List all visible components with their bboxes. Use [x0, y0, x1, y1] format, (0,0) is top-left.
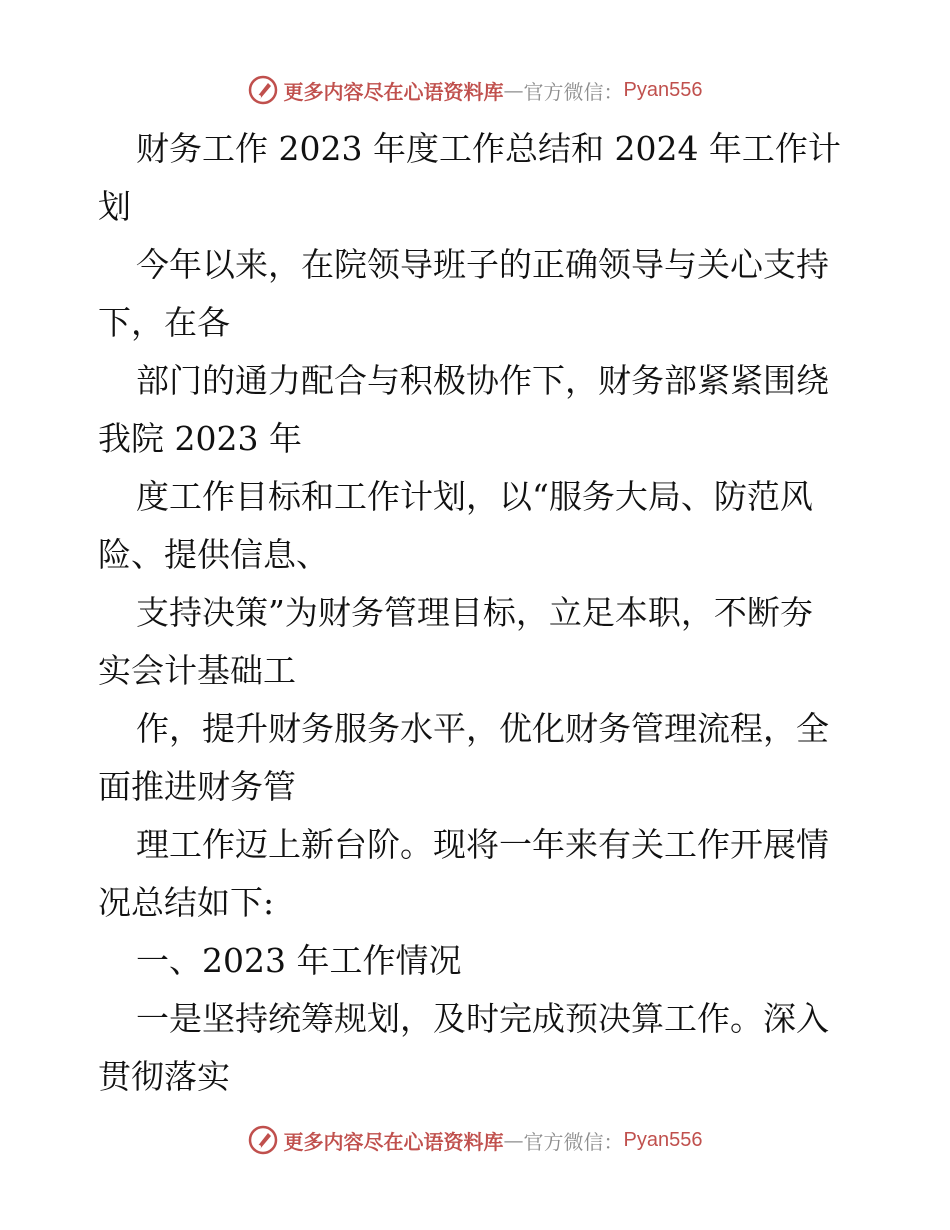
watermark-dash: — [503, 1128, 524, 1152]
pen-logo-icon [248, 1125, 278, 1155]
watermark-wechat-id: Pyan556 [623, 78, 703, 101]
paragraph-line: 实会计基础工 [98, 651, 296, 690]
title-line-2: 划 [98, 187, 131, 226]
section-heading: 一、2023 年工作情况 [136, 941, 462, 980]
paragraph-line: 理工作迈上新台阶。现将一年来有关工作开展情 [136, 825, 829, 864]
pen-logo-icon [248, 75, 278, 105]
watermark-brand: 更多内容尽在心语资料库 [283, 1129, 504, 1154]
paragraph-line: 贯彻落实 [98, 1057, 230, 1096]
paragraph-line: 况总结如下: [98, 883, 275, 922]
watermark-wechat-id: Pyan556 [623, 1128, 703, 1151]
paragraph-line: 作，提升财务服务水平，优化财务管理流程，全 [136, 709, 829, 748]
paragraph-line: 下，在各 [98, 303, 230, 342]
paragraph-line: 部门的通力配合与积极协作下，财务部紧紧围绕 [136, 361, 829, 400]
title-line-1: 财务工作 2023 年度工作总结和 2024 年工作计 [136, 129, 841, 168]
paragraph-line: 支持决策”为财务管理目标，立足本职，不断夯 [136, 593, 813, 632]
watermark-wechat-label: 官方微信： [523, 79, 624, 104]
watermark-footer [0, 1120, 950, 1160]
watermark-header [0, 70, 950, 110]
paragraph-line: 度工作目标和工作计划，以“服务大局、防范风 [136, 477, 813, 516]
paragraph-line: 我院 2023 年 [98, 419, 302, 458]
watermark-dash: — [503, 78, 524, 102]
document-body [98, 120, 858, 1106]
paragraph-line: 今年以来，在院领导班子的正确领导与关心支持 [136, 245, 829, 284]
paragraph-line: 一是坚持统筹规划，及时完成预决算工作。深入 [136, 999, 829, 1038]
watermark-brand: 更多内容尽在心语资料库 [283, 79, 504, 104]
paragraph-line: 面推进财务管 [98, 767, 296, 806]
watermark-wechat-label: 官方微信： [523, 1129, 624, 1154]
paragraph-line: 险、提供信息、 [98, 535, 329, 574]
